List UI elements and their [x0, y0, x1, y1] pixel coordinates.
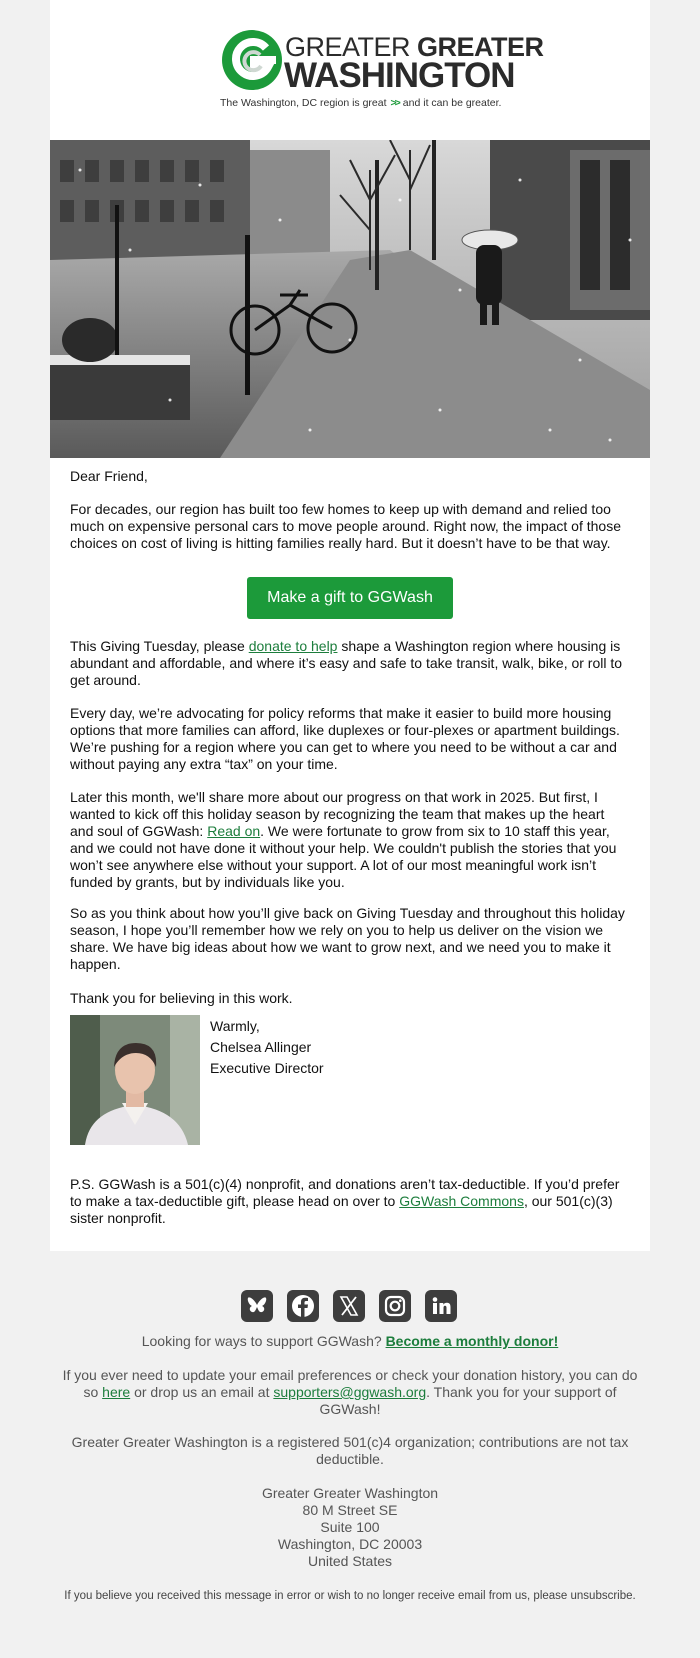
advocacy-paragraph: Every day, we’re advocating for policy reforms that make it easier to build more housing options that more families can afford, like duplexes or four-plexes or apartment buildings. We’re pushing for a region where you can get to where you need to be without a car and without paying any extra “tax” on your time. [70, 705, 620, 772]
portrait-image [70, 1015, 200, 1145]
giving-tuesday-paragraph: This Giving Tuesday, please donate to help shape a Washington region where housing is abundant and affordable, and where it’s easy and safe to take transit, walk, bike, or roll to get around. [70, 638, 623, 688]
mailing-address [60, 1485, 640, 1570]
signer-portrait [70, 1015, 200, 1145]
signer-name: Chelsea Allinger [210, 1039, 312, 1055]
snowy-street-image [50, 140, 650, 458]
greeting: Dear Friend, [70, 468, 148, 484]
address-line: United States [307, 1553, 393, 1569]
ggwash-commons-link[interactable]: GGWash Commons [399, 1193, 524, 1209]
signature-block [210, 1016, 324, 1079]
linkedin-icon[interactable] [425, 1290, 457, 1322]
chevrons-icon: >> [390, 97, 399, 109]
ps-paragraph: P.S. GGWash is a 501(c)(4) nonprofit, and donations aren’t tax-deductible. If you’d prefer to make a tax-deductible gift, please head on over to GGWash Commons, our 501(c)(3) sister nonprofit. [70, 1176, 620, 1226]
monthly-donor-link[interactable]: Become a monthly donor! [385, 1333, 559, 1349]
vision-paragraph: So as you think about how you’ll give back on Giving Tuesday and throughout this holiday season, I hope you’ll remember how we rely on you to help us deliver on the vision we share. We have big ideas about how we want to grow next, and we need you to make it happen. [70, 905, 625, 972]
signoff: Warmly, [210, 1018, 260, 1034]
logo-wordmark-top: GREATER GREATER [285, 32, 544, 62]
logo[interactable] [50, 0, 650, 140]
logo-tagline: The Washington, DC region is great >> and it can be greater. [220, 97, 502, 109]
ggw-logo-mark [220, 27, 284, 93]
preferences-paragraph: If you ever need to update your email preferences or check your donation history, you can do so here or drop us an email at supporters@ggwash.org. Thank you for your support of GGWash! [62, 1367, 638, 1417]
intro-paragraph: For decades, our region has built too few homes to keep up with demand and relied too much on expensive personal cars to move people around. Right now, the impact of those choices on cost of living is hitting families really hard. But it doesn’t have to be that way. [70, 501, 621, 551]
signer-title: Executive Director [210, 1060, 324, 1076]
team-paragraph: Later this month, we'll share more about our progress on that work in 2025. But first, I wanted to kick off this holiday season by recognizing the team that makes up the heart and soul of GGWash: Read on. We were fortunate to grow from six to 10 staff this year, and we could not have done it without your help. We couldn't publish the stories that you won’t see anywhere else without your support. A lot of our most meaningful work isn’t funded by grants, but by individuals like you. [70, 789, 617, 890]
unsubscribe-notice[interactable]: If you believe you received this message in error or wish to no longer receive email from us, please unsubscribe. [64, 1590, 636, 1602]
email-card [50, 0, 650, 1251]
support-email-link[interactable]: supporters@ggwash.org [273, 1384, 427, 1400]
logo-wordmark-bottom: WASHINGTON [284, 56, 515, 95]
address-line: 80 M Street SE [302, 1502, 398, 1518]
address-line: Suite 100 [320, 1519, 380, 1535]
read-on-link[interactable]: Read on [207, 823, 261, 839]
monthly-donor-line: Looking for ways to support GGWash? Become a monthly donor! [141, 1333, 559, 1349]
preferences-link[interactable]: here [102, 1384, 131, 1400]
x-icon[interactable] [333, 1290, 365, 1322]
facebook-icon[interactable] [287, 1290, 319, 1322]
legal-notice: Greater Greater Washington is a registered 501(c)4 organization; contributions are not tax deductible. [71, 1434, 629, 1467]
bluesky-icon[interactable] [241, 1290, 273, 1322]
instagram-icon[interactable] [379, 1290, 411, 1322]
address-line: Greater Greater Washington [261, 1485, 439, 1501]
make-gift-button[interactable]: Make a gift to GGWash [247, 577, 453, 619]
thank-you-line: Thank you for believing in this work. [70, 990, 293, 1006]
donate-link[interactable]: donate to help [248, 638, 338, 654]
hero-photo [50, 140, 650, 458]
address-line: Washington, DC 20003 [277, 1536, 423, 1552]
